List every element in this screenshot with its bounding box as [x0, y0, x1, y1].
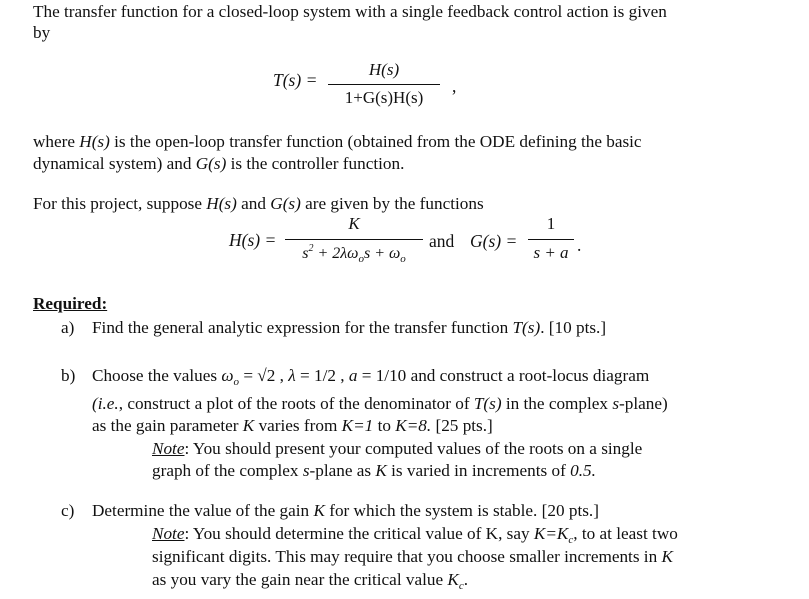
item-b-note-1: Note: You should present your computed values of the roots on a single: [152, 439, 643, 458]
item-b-line-1: Choose the values $\omega_o = √2$ , λ = 1/2 , a = 1/10 and construct a root-locus diagram: [92, 366, 650, 388]
item-c-line-1: Determine the value of the gain K for which the system is stable. [20 pts.]: [92, 501, 599, 520]
item-c-label: c): [61, 501, 75, 520]
eq-t-numerator: H(s): [368, 60, 400, 79]
item-a-label: a): [61, 318, 75, 337]
intro-text-1: The transfer function for a closed-loop system with a single feedback control action is given: [33, 2, 667, 21]
eq-h-lhs: H(s) =: [229, 230, 277, 250]
item-b-note-2: graph of the complex s-plane as K is varied in increments of 0.5.: [152, 461, 596, 480]
intro-line-2: [33, 21, 50, 44]
intro-text-2: by: [33, 23, 51, 42]
eq-g-lhs: G(s) =: [470, 231, 518, 251]
eq-t-lhs: T(s) =: [273, 70, 318, 90]
item-b-label: b): [61, 366, 76, 385]
eq-t-denominator: 1+G(s)H(s): [344, 88, 424, 107]
eq-g-numerator: 1: [546, 214, 556, 233]
item-c-note-2: significant digits. This may require that you choose smaller increments in K: [152, 547, 673, 566]
where-line-2: dynamical system) and G(s) is the controller function.: [33, 154, 405, 173]
eq-h-fraction-bar: [285, 239, 423, 240]
item-b-line-3: as the gain parameter K varies from K=1 to K=8. [25 pts.]: [92, 416, 493, 435]
eq-and: and: [429, 231, 455, 251]
item-c-note-3: as you vary the gain near the critical value $K_c$.: [152, 570, 469, 592]
required-heading: Required:: [33, 294, 108, 313]
eq-t-fraction-bar: [328, 84, 440, 85]
eq-g-denominator: s + a: [533, 243, 569, 262]
intro-line-1: [33, 0, 667, 23]
eq-h-numerator: K: [348, 214, 360, 233]
item-b-line-2: (i.e., construct a plot of the roots of the denominator of T(s) in the complex s-plane): [92, 394, 668, 413]
item-a-text: Find the general analytic expression for the transfer function T(s). [10 pts.]: [92, 318, 607, 337]
where-line-1: where H(s) is the open-loop transfer function (obtained from the ODE defining the basic: [33, 132, 642, 151]
project-line: For this project, suppose H(s) and G(s) are given by the functions: [33, 194, 484, 213]
item-c-note-1: Note: You should determine the critical value of K, say $K=K_c$, to at least two: [152, 524, 678, 546]
eq-t-comma: ,: [452, 76, 457, 96]
eq-hg-period: .: [577, 235, 582, 255]
eq-g-fraction-bar: [528, 239, 574, 240]
eq-h-denominator: $s^2 + 2\lambda\omega_os + \omega_o$: [302, 243, 406, 265]
